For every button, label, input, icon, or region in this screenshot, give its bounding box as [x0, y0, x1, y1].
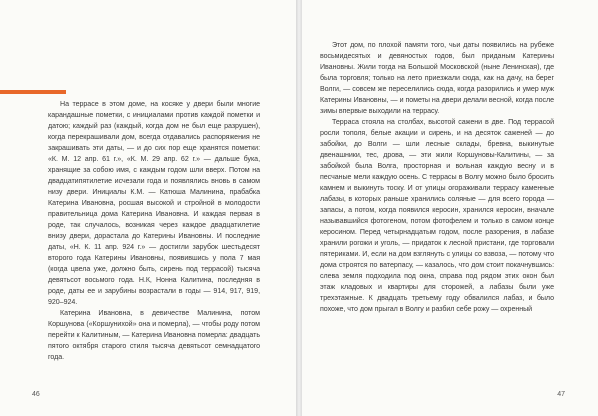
left-page — [0, 0, 296, 416]
page-number: 46 — [32, 391, 40, 398]
paragraph: Катерина Ивановна, в девичестве Малинина, потом Коршунова («Коршунихой» она и померла), — чтобы роду потом перейти к Калитиным, — Катерина Ивановна померла: двадцать пятого октября старого стиля тысяча девятьсот семнадцатого года. — [48, 309, 260, 361]
paragraph: Терраса стояла на столбах, высотой сажени в две. Под террасой росли тополя, белые акации и сирень, и на десяток саженей — до забойки, до Волги — шли лесные склады, бревна, выкинутые двенашники, тес, дрова, — эти жили Коршуновы-Калитины, — за забойкой была Волга, просторная и вольная каждую весну и в песчаные мели каждую осень. С террасы в Волгу можно было бросить камнем и выкинуть тоску. И от улицы огораживали террасу каменные лабазы, в которых раньше хранились соляные — для всего города — запасы, а потом, когда появился керосин, хранился керосин, вначале называвшийся фотогеном, потом фотофелем и только в самом конце керосином. Перед четырнадцатым годом, после разорения, в лабазе хранили рогожи и уголь, — придаток к лесной пристани, где торговали пятериками. И, если на дом взглянуть с улицы со взвоза, — потому что дома строятся по ватерпасу, — казалось, что дом стоит покачнувшись: слева земля подходила под окна, справа под рядом этих окон был этаж кладовых и квартиры для сторожей, а лабазы были уже трехэтажные. К двадцать третьему году обвалился лабаз, и было похоже, что дом прыгал в Волгу и разбил себе рожу — охренный — [320, 118, 554, 313]
right-page-text — [320, 40, 554, 315]
page-number: 47 — [557, 391, 565, 398]
paragraph: Этот дом, по плохой памяти того, чьи даты появились на рубеже восьмидесятых и девяностых годов, был приданым Катерины Ивановны. Жили тогда на Большой Московской (ныне Ленинская), где была торговля; только на лето приезжали сюда, как на дачу, на берег Волги, — совсем же переселились сюда, когда разорились и умер муж Катерины Ивановны, — и пометы на двери делали весной, когда после зимы впервые выходили на террасу. — [320, 41, 554, 115]
chapter-accent-bar — [0, 90, 66, 94]
right-page — [302, 0, 598, 416]
paragraph: На террасе в этом доме, на косяке у двери были многие карандашные пометки, с инициалами против каждой пометки и датою; каждый раз (каждый, когда дом не был еще разрушен), когда перекрашивали дом, всегда отдавались распоряжения не закрашивать эти даты, — и до сих пор еще хранятся пометки: «К. М. 12 апр. 61 г.», «К. М. 29 апр. 62 г.» — дальше бука, хранящие за собою имя, с каждым годом шли вверх. Потом на двадцатипятилетие исчезали года и появлялись вновь в самом низу двери. Инициалы К.М. — Катюша Малинина, прабабка Катерина Ивановна, росшая высокой и стройной в молодости правительница дома Катерина Ивановна. И каждая первая в роде, так случалось, возникая через каждое двадцатилетие внизу двери, дорастала до Катерины Ивановны. И последние даты, «Н. К. 11 апр. 924 г.» — достигли зарубок шестьдесят второго года Катерины Ивановны, появившись у пола 7 мая (когда цвела уже, должно быть, сирень под террасой) тысяча девятьсот восьмого года. Н.К, Нонна Калитина, последняя в роде, даты ее и зарубины возрастали в годы — 914, 917, 919, 920–924. — [48, 100, 260, 306]
left-page-text — [48, 99, 260, 363]
